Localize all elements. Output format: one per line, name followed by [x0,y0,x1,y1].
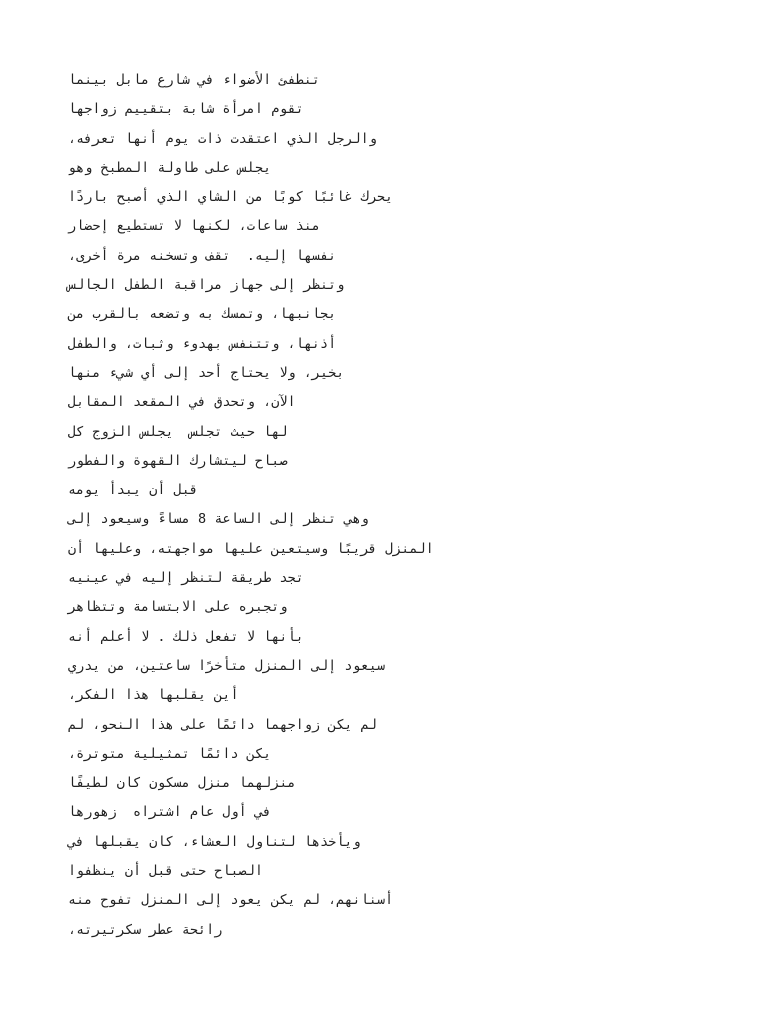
text-line-30: رائحة عطر سكرتيرته، [68,921,223,938]
text-line-4: يجلس على طاولة المطبخ وهو [68,159,272,176]
text-line-3: والرجل الذي اعتقدت ذات يوم أنها تعرفه، [68,130,377,147]
text-line-7: نفسها إليه. تقف وتسخنه مرة أخرى، [68,247,337,264]
text-line-14: صباح ليتشارك القهوة والفطور [68,452,288,469]
text-line-9: بجانبها، وتمسك به وتضعه بالقرب من [68,306,337,323]
text-line-12: الآن، وتحدق في المقعد المقابل [68,394,296,411]
text-line-21: سيعود إلى المنزل متأخرًا ساعتين، من يدري [68,657,385,674]
text-line-19: وتجبره على الابتسامة وتتظاهر [68,599,288,616]
text-line-8: وتنظر إلى جهاز مراقبة الطفل الجالس [68,277,345,294]
poem-text [68,66,488,945]
text-line-17: المنزل قريبًا وسيتعين عليها مواجهته، وعليها أن [68,540,434,557]
text-line-20: بأنها لا تفعل ذلك . لا أعلم أنه [68,628,304,645]
text-line-26: في أول عام اشتراه زهورها [68,804,272,821]
text-line-28: الصباح حتى قبل أن ينظفوا [68,863,264,880]
text-line-1: تنطفئ الأضواء في شارع مابل بينما [68,72,320,88]
text-line-5: يحرك غائبًا كوبًا من الشاي الذي أصبح باردًا [68,189,394,206]
text-line-27: ويأخذها لتناول العشاء، كان يقبلها في [68,833,361,850]
text-line-2: تقوم امرأة شابة بتقييم زواجها [68,101,304,118]
text-line-23: لم يكن زواجهما دائمًا على هذا النحو، لم [68,716,377,733]
text-line-16: وهي تنظر إلى الساعة 8 مساءً وسيعود إلى [68,511,369,528]
text-line-29: أسنانهم، لم يكن يعود إلى المنزل تفوح منه [68,892,394,909]
text-line-25: منزلهما منزل مسكون كان لطيفًا [68,775,296,792]
text-line-6: منذ ساعات، لكنها لا تستطيع إحضار [68,218,320,235]
text-line-10: أذنها، وتتنفس بهدوء وثبات، والطفل [68,335,337,352]
text-line-11: بخير، ولا يحتاج أحد إلى أي شيء منها [68,364,345,381]
text-line-15: قبل أن يبدأ يومه [68,482,199,499]
text-line-22: أين يقلبها هذا الفكر، [68,687,239,704]
text-line-18: تجد طريقة لتنظر إليه في عينيه [68,570,304,587]
text-line-13: لها حيث تجلس يجلس الزوج كل [68,423,288,440]
text-line-24: يكن دائمًا تمثيلية متوترة، [68,745,272,762]
